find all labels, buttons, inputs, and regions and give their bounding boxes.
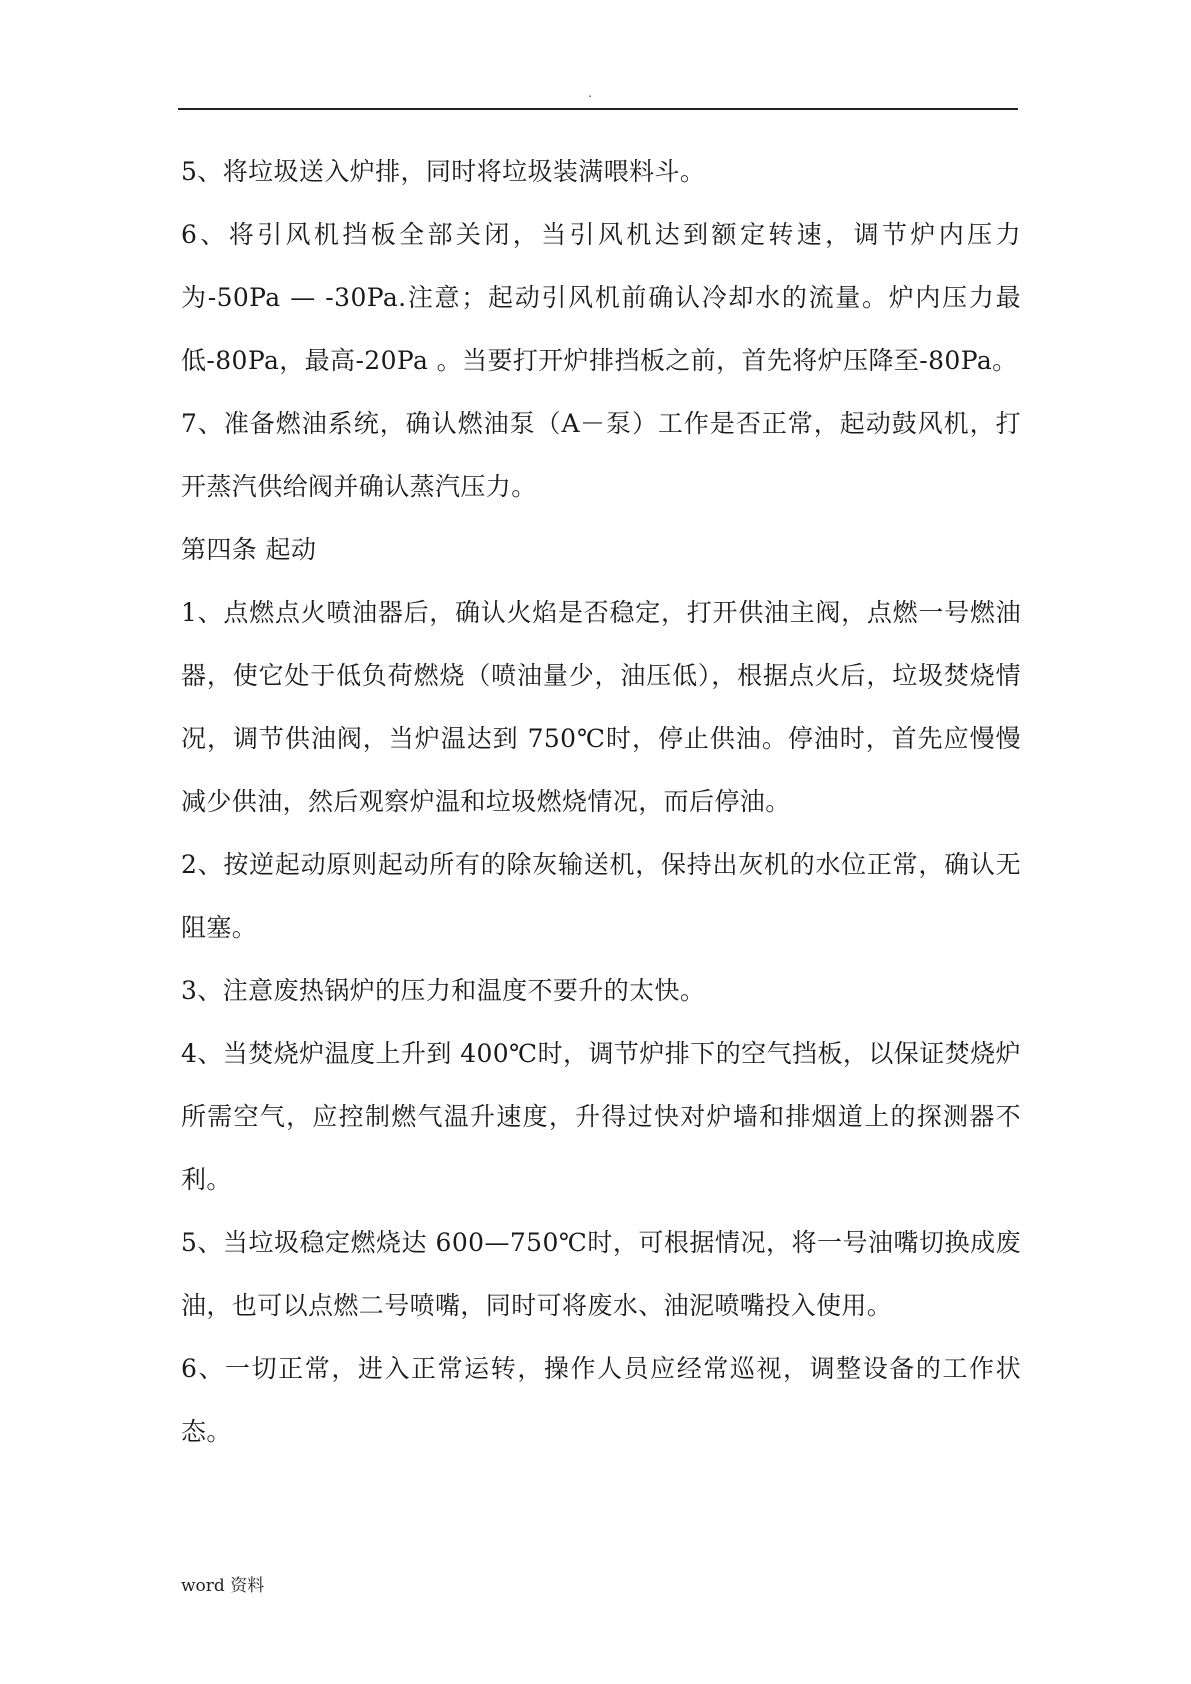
paragraph-start-4-air-damper: 4、当焚烧炉温度上升到 400℃时，调节炉排下的空气挡板，以保证焚烧炉所需空气，应控制燃气温升速度，升得过快对炉墙和排烟道上的探测器不利。 — [181, 1039, 1021, 1194]
footer-label: word 资料 — [181, 1576, 265, 1596]
paragraph-step-5-feed: 5、将垃圾送入炉排，同时将垃圾装满喂料斗。 — [181, 157, 706, 186]
paragraph-start-6-normal-operation: 6、一切正常，进入正常运转，操作人员应经常巡视，调整设备的工作状态。 — [181, 1354, 1021, 1446]
paragraph-step-7-fuel-system: 7、准备燃油系统，确认燃油泵（A－泵）工作是否正常，起动鼓风机，打开蒸汽供给阀并确认蒸汽压力。 — [181, 409, 1021, 501]
paragraph-start-2-ash-conveyor: 2、按逆起动原则起动所有的除灰输送机，保持出灰机的水位正常，确认无阻塞。 — [181, 850, 1021, 942]
paragraph-start-3-boiler: 3、注意废热锅炉的压力和温度不要升的太快。 — [181, 976, 706, 1005]
section-heading-article-4: 第四条 起动 — [181, 535, 317, 564]
document-body — [181, 140, 1021, 1463]
header-mark: . — [588, 86, 592, 100]
paragraph-start-1-ignition: 1、点燃点火喷油器后，确认火焰是否稳定，打开供油主阀，点燃一号燃油器，使它处于低负荷燃烧（喷油量少，油压低），根据点火后，垃圾焚烧情况，调节供油阀，当炉温达到 750℃时，停止供油。停油时，首先应慢慢减少供油，然后观察炉温和垃圾燃烧情况，而后停油。 — [181, 598, 1021, 816]
paragraph-step-6-draft-fan: 6、将引风机挡板全部关闭，当引风机达到额定转速，调节炉内压力为-50Pa — -30Pa.注意；起动引风机前确认冷却水的流量。炉内压力最低-80Pa，最高-20Pa 。当要打开炉排挡板之前，首先将炉压降至-80Pa。 — [181, 220, 1021, 375]
paragraph-start-5-waste-oil: 5、当垃圾稳定燃烧达 600—750℃时，可根据情况，将一号油嘴切换成废油，也可以点燃二号喷嘴，同时可将废水、油泥喷嘴投入使用。 — [181, 1228, 1021, 1320]
header-rule — [178, 108, 1018, 110]
